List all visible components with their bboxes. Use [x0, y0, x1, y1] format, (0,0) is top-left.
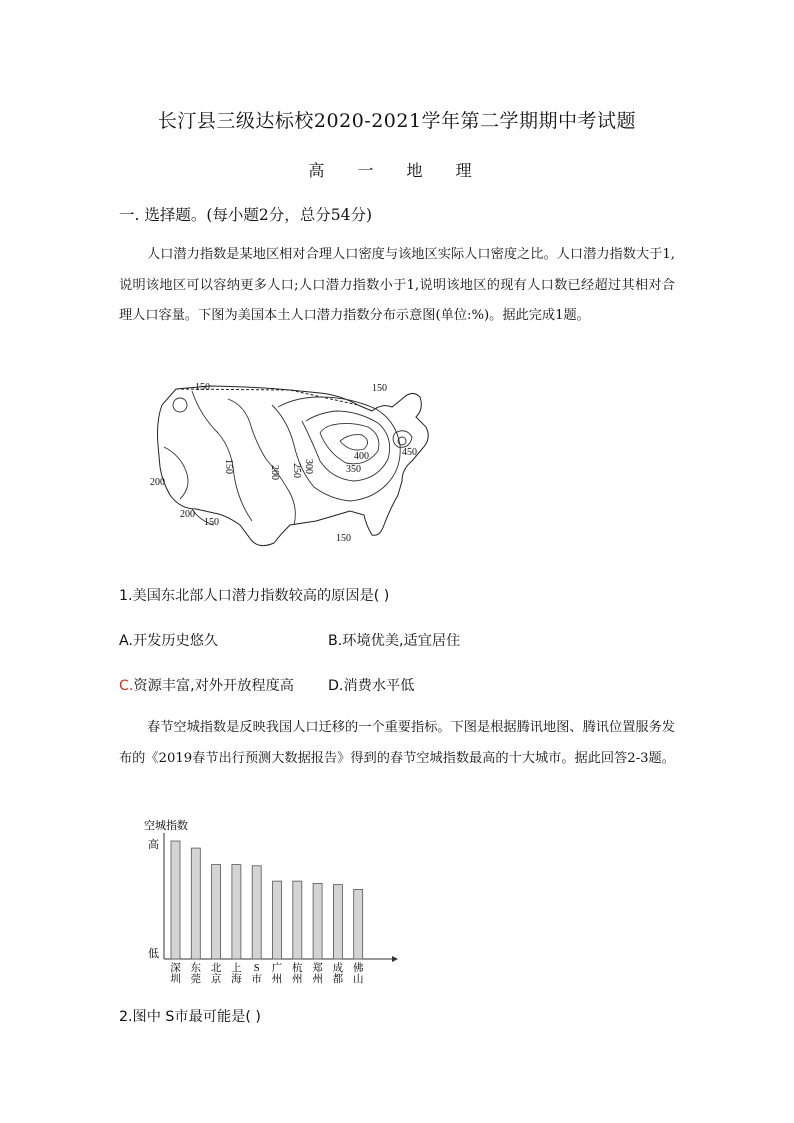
option-key: C. [119, 678, 134, 694]
contour-label: 200 [269, 465, 280, 480]
question-1-stem: 1.美国东北部人口潜力指数较高的原因是( ) [119, 588, 390, 604]
x-tick-label: 东莞 [190, 963, 202, 985]
x-axis-arrow [392, 956, 398, 962]
bar [333, 885, 342, 959]
contour-label: 250 [291, 463, 302, 478]
bar [191, 848, 200, 959]
us-population-potential-map [140, 375, 440, 555]
contour-label: 150 [195, 382, 210, 393]
exam-subtitle: 高 一 地 理 [308, 161, 486, 180]
contour-label: 300 [303, 459, 314, 474]
contour-line [272, 397, 400, 501]
exam-title: 长汀县三级达标校2020-2021学年第二学期期中考试题 [157, 110, 637, 132]
x-tick-label: 成都 [332, 963, 344, 985]
option-key: B. [328, 633, 343, 649]
option-text: 环境优美,适宜居住 [342, 633, 461, 649]
contour-label: 150 [223, 459, 234, 474]
x-tick-label: 上海 [231, 963, 242, 985]
bar [252, 866, 261, 959]
bar [354, 889, 363, 959]
question-2-stem: 2.图中 S市最可能是( ) [119, 1009, 261, 1025]
x-tick-label: 深圳 [170, 963, 181, 985]
contour-label: 350 [346, 464, 361, 475]
bar [273, 881, 282, 959]
x-tick-label: 杭州 [292, 963, 303, 985]
contour-label: 200 [180, 509, 195, 520]
contour-label: 150 [336, 533, 351, 544]
passage-2: 春节空城指数是反映我国人口迁移的一个重要指标。下图是根据腾讯地图、腾讯位置服务发布的《2019春节出行预测大数据报告》得到的春节空城指数最高的十大城市。据此回答2-3题。 [119, 720, 675, 766]
passage-1: 人口潜力指数是某地区相对合理人口密度与该地区实际人口密度之比。人口潜力指数大于1,说明该地区可以容纳更多人口;人口潜力指数小于1,说明该地区的现有人口数已经超过其相对合理人口容量。下图为美国本土人口潜力指数分布示意图(单位:%)。据此完成1题。 [119, 247, 675, 323]
contour-label: 450 [402, 447, 417, 458]
contour-label: 150 [204, 517, 219, 528]
x-tick-label: 广州 [271, 963, 283, 985]
option-a[interactable] [119, 630, 218, 650]
bar [212, 865, 221, 959]
option-b[interactable] [328, 630, 460, 650]
bar [293, 881, 302, 959]
section-heading: 一. 选择题。(每小题2分，总分54分) [119, 206, 373, 224]
x-tick-label: 佛山 [352, 963, 364, 985]
x-tick-label: 郑州 [312, 963, 323, 985]
x-tick-label: S 市 [251, 963, 262, 985]
y-axis-title: 空城指数 [144, 820, 188, 832]
option-key: D. [328, 678, 344, 694]
empty-city-index-chart [138, 815, 400, 990]
bar [171, 841, 180, 959]
x-tick-label: 北京 [210, 963, 222, 985]
option-text: 资源丰富,对外开放程度高 [133, 678, 294, 694]
contour-ring [173, 398, 187, 412]
y-high-label: 高 [148, 839, 159, 851]
option-text: 开发历史悠久 [132, 633, 219, 649]
option-text: 消费水平低 [343, 678, 415, 694]
contour-line [192, 391, 252, 521]
bar [232, 865, 241, 959]
contour-line [340, 435, 368, 450]
contour-label: 200 [150, 477, 165, 488]
option-key: A. [119, 633, 133, 649]
option-d[interactable] [328, 675, 414, 695]
contour-label: 400 [354, 451, 369, 462]
contour-line [320, 423, 379, 463]
contour-label: 150 [372, 383, 387, 394]
option-c[interactable] [119, 675, 294, 695]
contour-line [228, 399, 295, 525]
bar [313, 883, 322, 959]
y-low-label: 低 [148, 948, 159, 960]
